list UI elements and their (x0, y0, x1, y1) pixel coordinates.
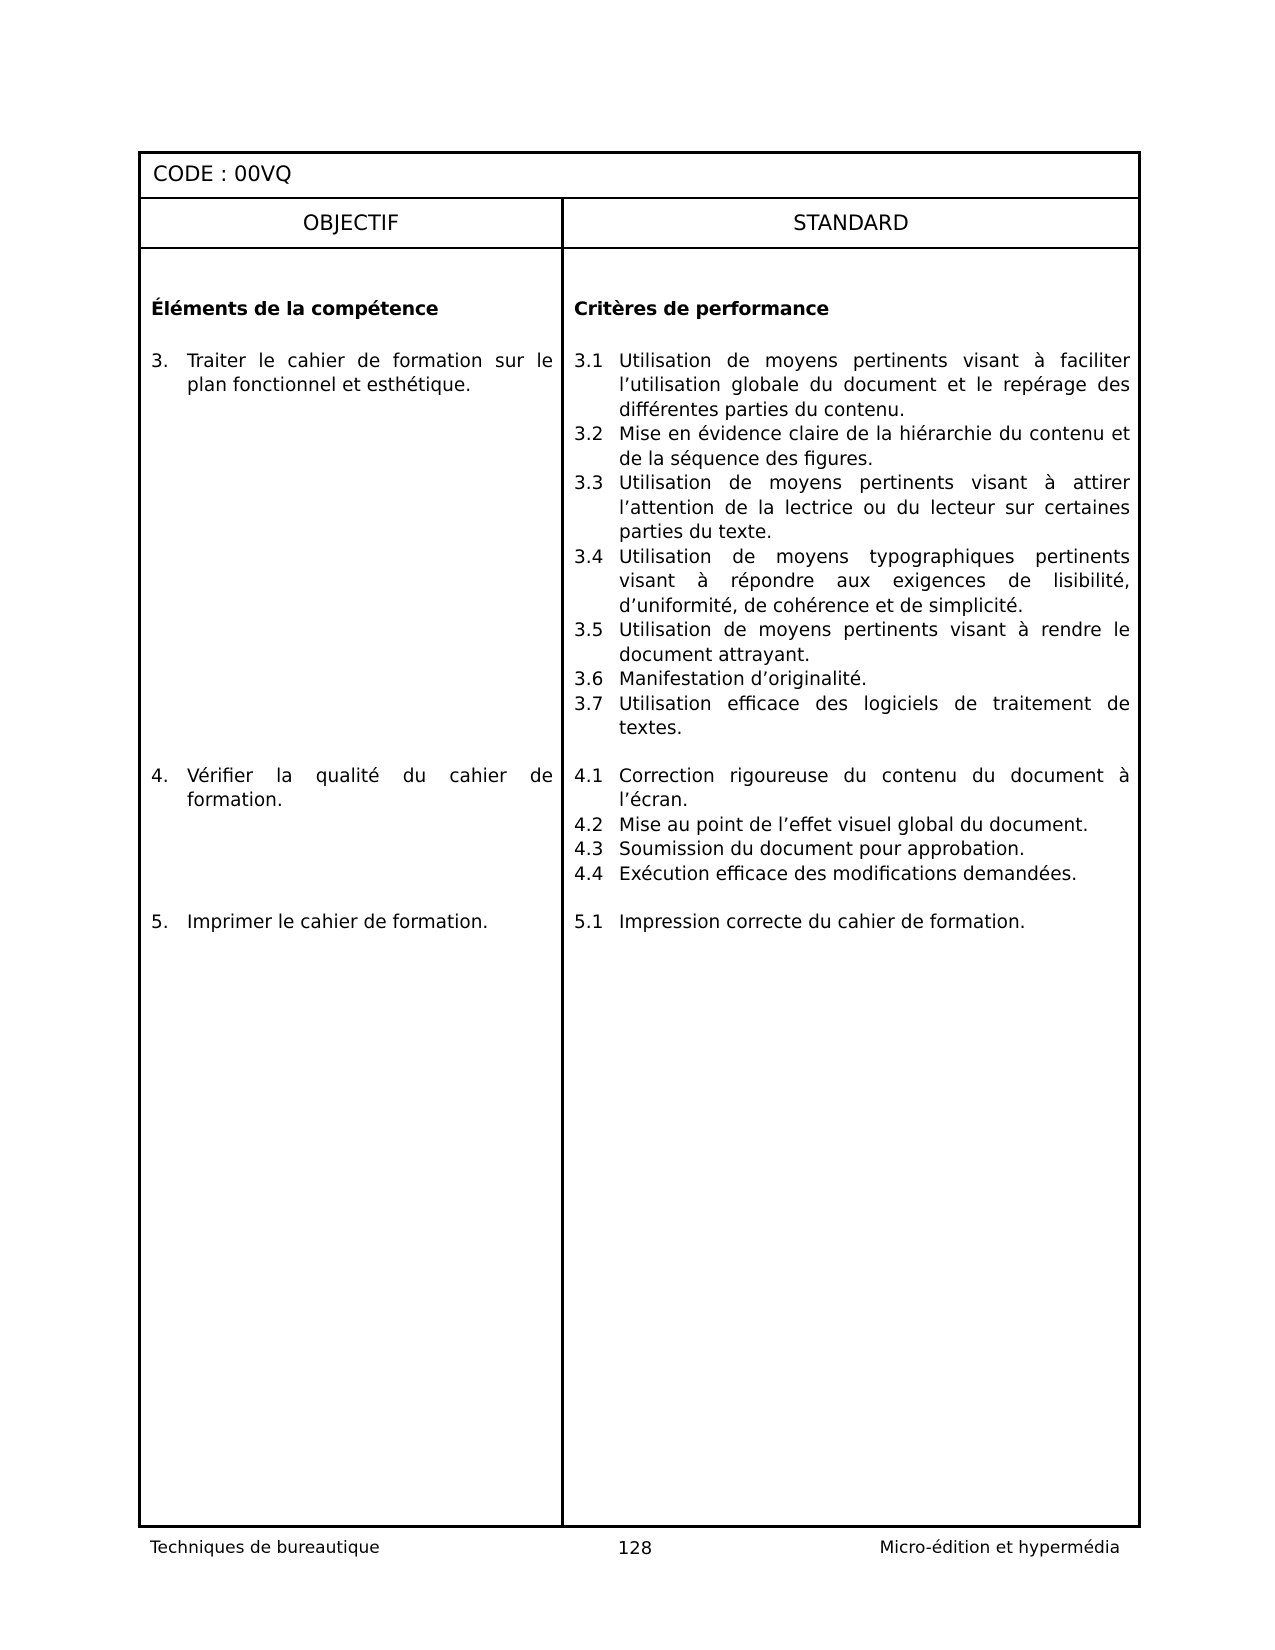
table-header (141, 199, 1138, 249)
item-number: 4. (151, 765, 169, 787)
list-item (574, 350, 1130, 424)
footer-program: Techniques de bureautique (150, 1538, 380, 1558)
item-number: 3.7 (574, 693, 604, 715)
criteria-group (574, 350, 1130, 742)
list-item (151, 765, 553, 814)
list-item (574, 668, 1130, 693)
header-standard: STANDARD (793, 211, 909, 235)
left-heading: Éléments de la compétence (151, 298, 439, 320)
item-number: 4.2 (574, 814, 604, 836)
item-number: 3.3 (574, 473, 604, 494)
item-text: Manifestation d’originalité. (619, 669, 868, 690)
item-number: 3.2 (574, 424, 604, 445)
item-text: Utilisation de moyens pertinents visant à rendre le document attrayant. (619, 620, 1130, 666)
item-number: 5.1 (574, 911, 604, 933)
list-item (574, 472, 1130, 546)
objectif-column (141, 249, 564, 1527)
element-group (151, 350, 553, 742)
item-text: Utilisation efficace des logiciels de traitement de textes. (619, 693, 1130, 739)
criteria-group (574, 911, 1130, 936)
item-text: Mise au point de l’effet visuel global du document. (619, 814, 1089, 836)
item-text: Correction rigoureuse du contenu du document à l’écran. (619, 765, 1130, 811)
list-item (574, 863, 1130, 888)
list-item (574, 693, 1130, 742)
item-text: Utilisation de moyens pertinents visant à faciliter l’utilisation globale du document et le repérage des différentes parties du contenu. (619, 350, 1130, 421)
item-number: 4.3 (574, 839, 604, 860)
list-item (574, 838, 1130, 863)
table-body (141, 249, 1138, 1527)
list-item (574, 814, 1130, 839)
list-item (574, 911, 1130, 936)
item-number: 4.4 (574, 863, 604, 885)
header-objectif: OBJECTIF (141, 199, 564, 247)
item-number: 4.1 (574, 765, 604, 787)
item-text: Mise en évidence claire de la hiérarchie du contenu et de la séquence des figures. (619, 424, 1130, 470)
code-label: CODE : 00VQ (141, 154, 1138, 199)
list-item (574, 765, 1130, 814)
item-text: Traiter le cahier de formation sur le plan fonctionnel et esthétique. (187, 350, 553, 396)
list-item (151, 350, 553, 399)
competency-table (138, 151, 1141, 1528)
item-number: 3.1 (574, 350, 604, 372)
list-item (574, 423, 1130, 472)
item-text: Exécution efficace des modifications demandées. (619, 863, 1078, 885)
item-text: Imprimer le cahier de formation. (187, 911, 489, 933)
list-item (151, 911, 553, 936)
item-text: Utilisation de moyens typographiques pertinents visant à répondre aux exigences de lisibilité, d’uniformité, de cohérence et de simplicité. (619, 546, 1130, 617)
item-text: Impression correcte du cahier de formation. (619, 911, 1026, 933)
item-text: Vérifier la qualité du cahier de formation. (187, 765, 553, 811)
page-footer (150, 1538, 1120, 1559)
item-text: Utilisation de moyens pertinents visant à attirer l’attention de la lectrice ou du lecteur sur certaines parties du texte. (619, 473, 1130, 543)
item-number: 5. (151, 911, 169, 933)
item-text: Soumission du document pour approbation. (619, 839, 1025, 860)
item-number: 3.5 (574, 620, 604, 641)
list-item (574, 546, 1130, 620)
element-group (151, 911, 553, 936)
list-item (574, 619, 1130, 668)
item-number: 3.4 (574, 546, 604, 568)
item-number: 3.6 (574, 669, 604, 690)
page-number: 128 (617, 1538, 653, 1559)
element-group (151, 765, 553, 888)
footer-course: Micro-édition et hypermédia (879, 1538, 1120, 1558)
standard-column (564, 249, 1138, 1527)
criteria-group (574, 765, 1130, 888)
item-number: 3. (151, 350, 169, 372)
right-heading: Critères de performance (574, 298, 830, 320)
